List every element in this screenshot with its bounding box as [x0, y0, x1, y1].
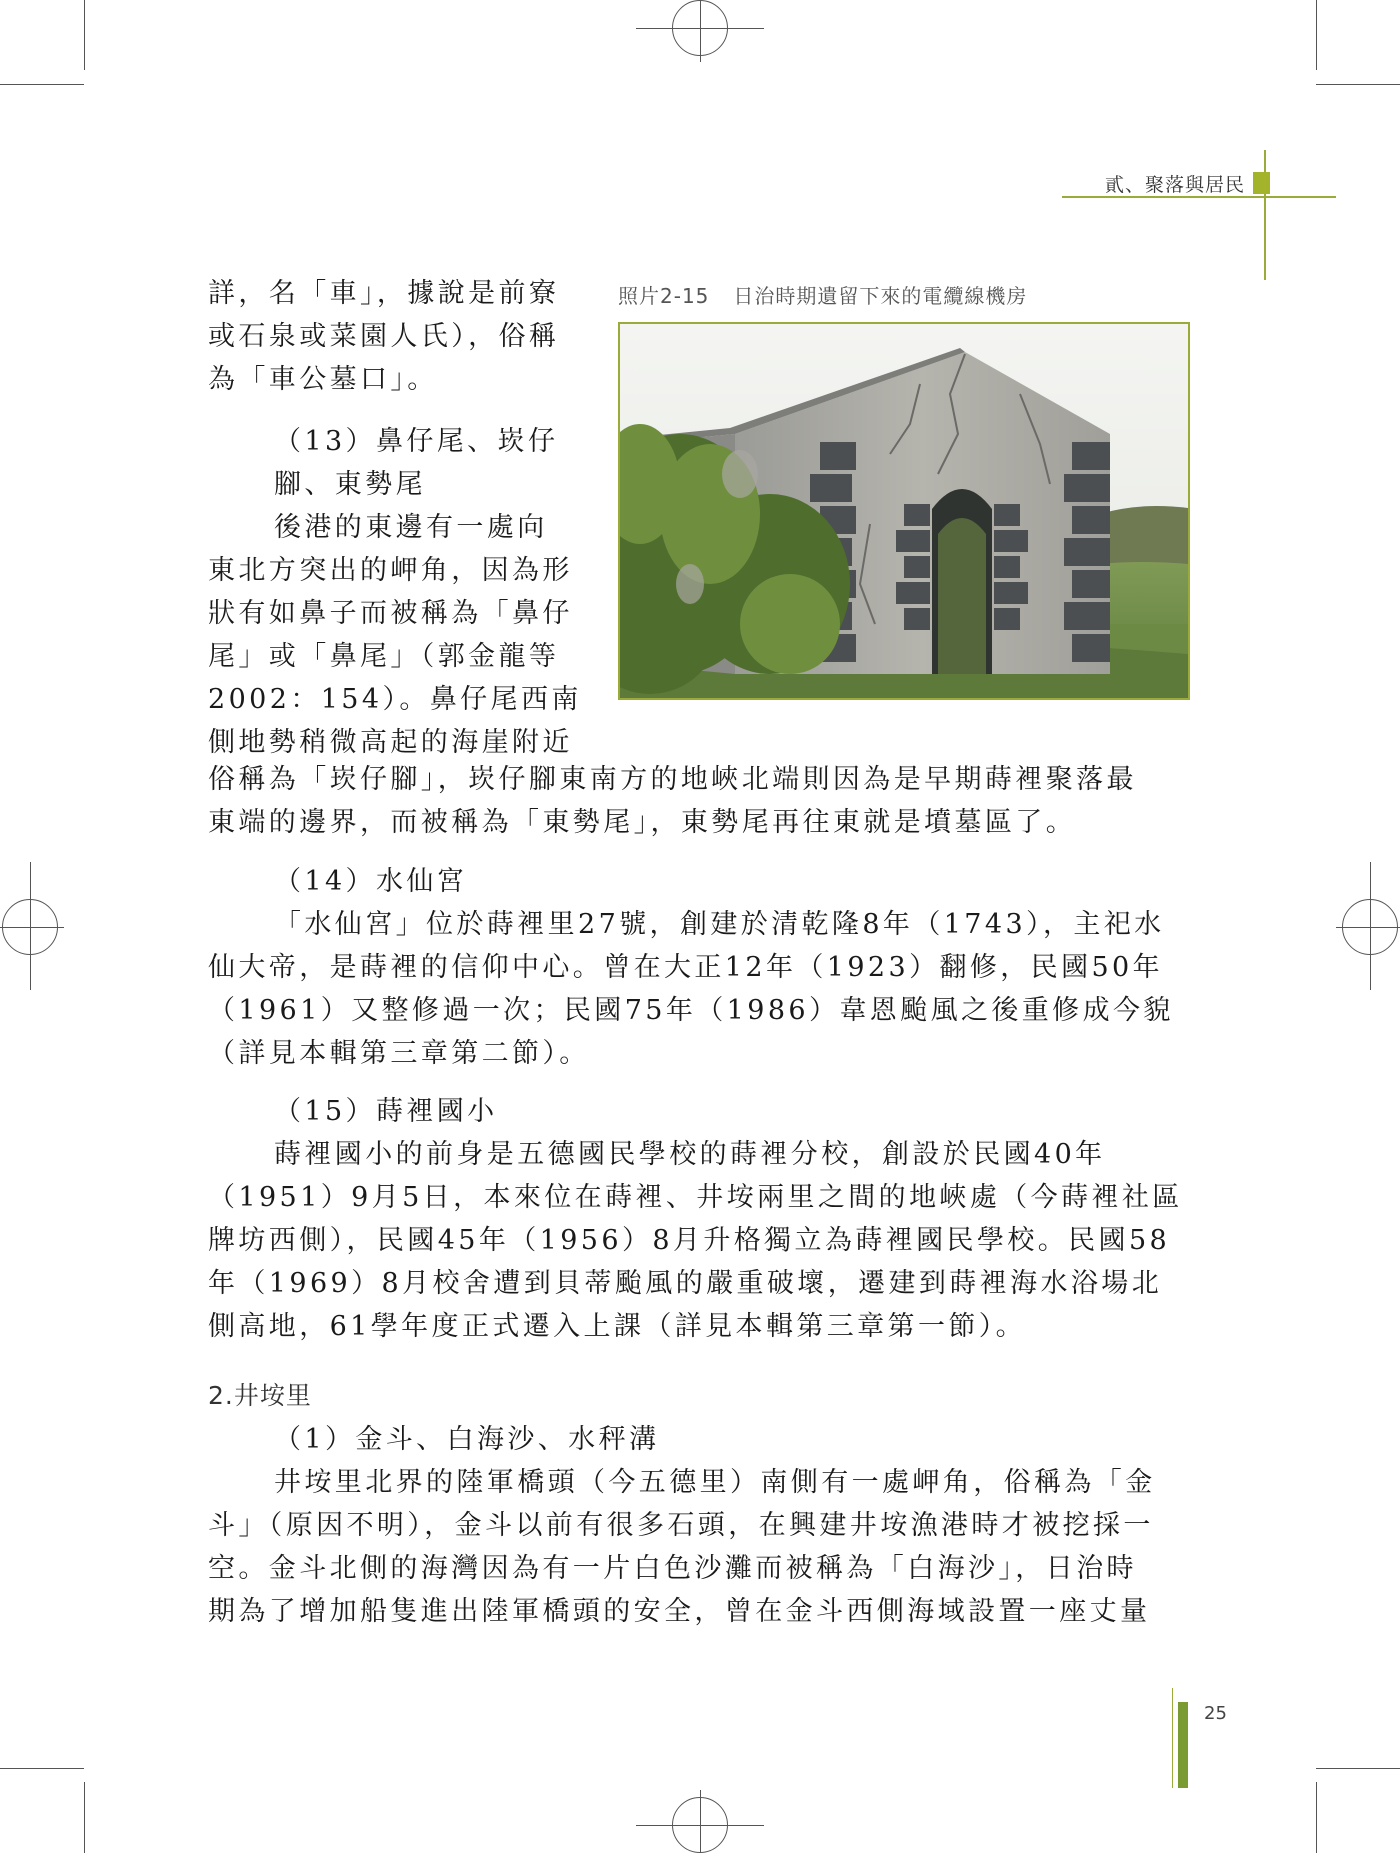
text-line: 俗稱為「崁仔腳」，崁仔腳東南方的地峽北端則因為是早期蒔裡聚落最	[208, 764, 1137, 795]
text-line: （詳見本輯第三章第二節）。	[208, 1038, 590, 1069]
text-line: 蒔裡國小的前身是五德國民學校的蒔裡分校，創設於民國40年	[274, 1139, 1106, 1170]
text-line: 東北方突出的岬角，因為形	[208, 555, 573, 586]
text-line: 尾」或「鼻尾」（郭金龍等	[208, 641, 560, 672]
item13-paragraph	[208, 506, 598, 764]
text-line: 或石泉或菜園人氏），俗稱	[208, 321, 560, 352]
page-number-rule	[1172, 1688, 1173, 1788]
item14-paragraph	[208, 903, 1198, 1075]
text-line: 仙大帝，是蒔裡的信仰中心。曾在大正12年（1923）翻修，民國50年	[208, 952, 1164, 983]
text-line: 期為了增加船隻進出陸軍橋頭的安全，曾在金斗西側海域設置一座丈量	[208, 1596, 1151, 1627]
photo-caption-text: 日治時期遺留下來的電纜線機房	[733, 284, 1028, 308]
text-line: 腳、東勢尾	[274, 469, 426, 500]
text-line: 為「車公墓口」。	[208, 364, 438, 395]
text-line: 詳，名「車」，據說是前寮	[208, 278, 560, 309]
item14-heading	[274, 860, 1264, 903]
section-heading: 2.井垵里	[208, 1381, 312, 1410]
page-number: 25	[1204, 1703, 1227, 1724]
text-line: 側地勢稍微高起的海崖附近	[208, 727, 573, 758]
text-line: （1961）又整修過一次；民國75年（1986）韋恩颱風之後重修成今貌	[208, 995, 1174, 1026]
text-line: 狀有如鼻子而被稱為「鼻仔	[208, 598, 573, 629]
item15-paragraph	[208, 1133, 1198, 1348]
text-line: （15）蒔裡國小	[274, 1096, 498, 1127]
photo-cable-house	[618, 322, 1190, 700]
photo-caption-number: 照片2-15	[618, 284, 710, 308]
section2-item1-heading	[274, 1418, 1264, 1461]
text-line: 「水仙宮」位於蒔裡里27號，創建於清乾隆8年（1743），主祀水	[274, 909, 1165, 940]
item13-heading	[274, 420, 664, 506]
text-line: （14）水仙宮	[274, 866, 468, 897]
section2-item1-paragraph	[208, 1461, 1198, 1633]
text-line: （1951）9月5日，本來位在蒔裡、井垵兩里之間的地峽處（今蒔裡社區	[208, 1182, 1183, 1213]
text-line: 井垵里北界的陸軍橋頭（今五德里）南側有一處岬角，俗稱為「金	[274, 1467, 1156, 1498]
text-line: 2002：154）。鼻仔尾西南	[208, 684, 582, 715]
text-line: 牌坊西側），民國45年（1956）8月升格獨立為蒔裡國民學校。民國58	[208, 1225, 1171, 1256]
text-line: 後港的東邊有一處向	[274, 512, 548, 543]
photo-caption	[618, 280, 1027, 309]
text-line: 年（1969）8月校舍遭到貝蒂颱風的嚴重破壞，遷建到蒔裡海水浴場北	[208, 1268, 1163, 1299]
text-line: （13）鼻仔尾、崁仔	[274, 426, 559, 457]
text-line: 東端的邊界，而被稱為「東勢尾」，東勢尾再往東就是墳墓區了。	[208, 807, 1077, 838]
photo-image	[620, 324, 1188, 698]
text-line: 側高地，61學年度正式遷入上課（詳見本輯第三章第一節）。	[208, 1311, 1027, 1342]
text-line: 斗」（原因不明），金斗以前有很多石頭，在興建井垵漁港時才被挖採一	[208, 1510, 1154, 1541]
text-line: 空。金斗北側的海灣因為有一片白色沙灘而被稱為「白海沙」，日治時	[208, 1553, 1137, 1584]
item13-continuation	[208, 758, 1198, 844]
item15-heading	[274, 1090, 1264, 1133]
chapter-marker	[1253, 172, 1270, 194]
intro-paragraph	[208, 272, 598, 401]
text-line: （1）金斗、白海沙、水秤溝	[274, 1424, 660, 1455]
page-number-bar	[1178, 1702, 1188, 1788]
chapter-title: 貳、聚落與居民	[1104, 174, 1245, 196]
header-rule-vertical	[1264, 150, 1266, 280]
